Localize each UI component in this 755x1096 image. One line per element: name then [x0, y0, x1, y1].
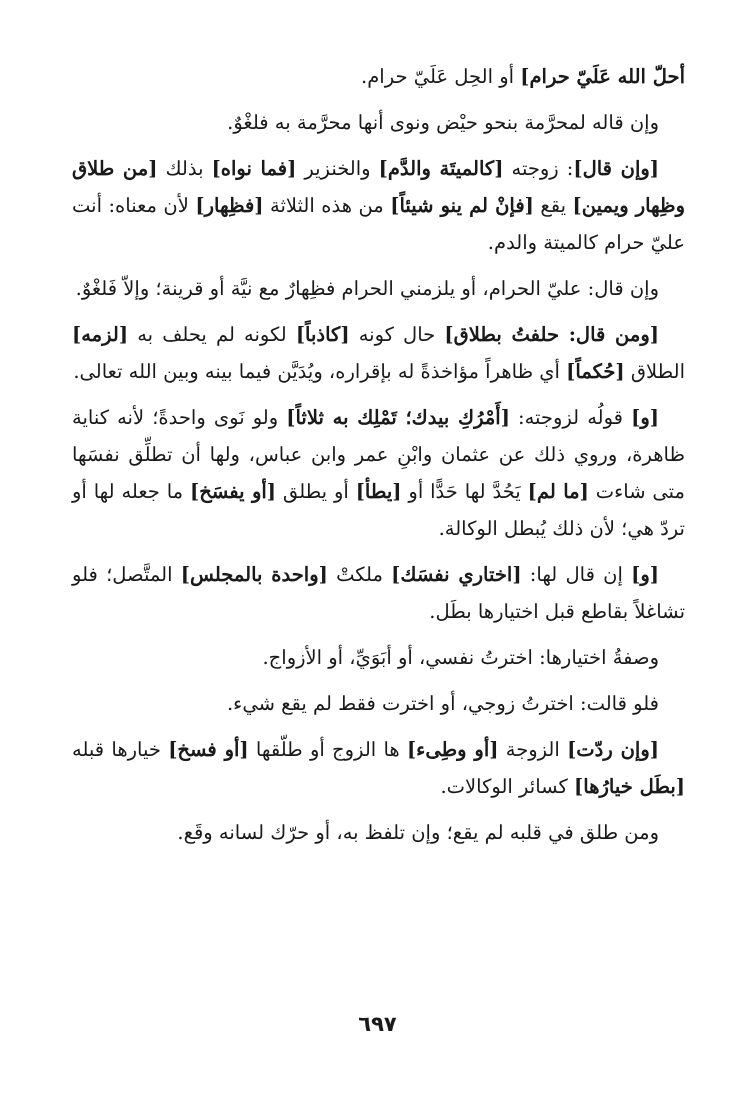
text-segment: وإن قال: عليّ الحرام، أو يلزمني الحرام فظِهارٌ مع نيَّة أو قرينة؛ وإلاّ فَلغْوٌ. [75, 277, 659, 300]
text-segment: المتَّصل؛ فلو تشاغلاً بقاطع قبل اختيارها بطَل. [72, 563, 685, 623]
text-segment: [حُكماً] [566, 360, 625, 383]
text-segment: [ما لم] [527, 480, 589, 503]
paragraph-2 [72, 104, 685, 141]
text-segment: [أو يفسَخ] [190, 480, 277, 503]
text-segment: [لزمه] [72, 323, 129, 346]
text-segment: : زوجته [503, 157, 574, 180]
text-segment: [فما نواه] [211, 157, 297, 180]
text-segment: ومن طلق في قلبه لم يقع؛ وإن تلفظ به، أو حرّك لسانه وقَع. [177, 821, 659, 844]
text-segment: ما جعله لها أو تردّ هي؛ لأن ذلك يُبطل الوكالة. [72, 480, 685, 540]
text-segment: لأن معناه: أنت عليّ حرام كالميتة والدم. [72, 194, 685, 254]
text-segment: [من طلاق وظِهار ويمين] [72, 157, 685, 217]
text-segment: [واحدة بالمجلس] [180, 563, 328, 586]
text-segment: [أو وطِىء] [406, 738, 499, 761]
text-segment: كسائر الوكالات. [440, 775, 575, 798]
text-segment: [اختاري نفسَك] [391, 563, 522, 586]
text-segment: أو يطلق [276, 480, 356, 503]
text-segment: [ومن قال: حلفتُ بطلاق] [444, 323, 659, 346]
text-segment: إن قال لها: [521, 563, 632, 586]
paragraph-9 [72, 685, 685, 722]
page-body [72, 58, 685, 1096]
text-segment: يقع [533, 194, 573, 217]
paragraph-6 [72, 399, 685, 547]
text-segment: وإن قاله لمحرَّمة بنحو حيْض ونوى أنها محرَّمة به فلغْوٌ. [227, 111, 659, 134]
text-segment: [وإن ردّت] [567, 738, 659, 761]
text-segment: [و] [631, 406, 659, 429]
text-segment: [و] [631, 563, 660, 586]
text-segment: [يطأ] [355, 480, 402, 503]
paragraph-11 [72, 814, 685, 851]
text-segment: فلو قالت: اخترتُ زوجي، أو اخترت فقط لم يقع شيء. [226, 692, 659, 715]
text-segment: قولُه لزوجته: [509, 406, 632, 429]
text-segment: [فإنْ لم ينو شيئاً] [390, 194, 534, 217]
text-segment: [أَمْرُكِ بيدك؛ تَمْلِك به ثلاثاً] [286, 406, 510, 429]
text-segment: أو الحِل عَلَيّ حرام. [361, 65, 521, 88]
text-segment: [بطَل خيارُها] [574, 775, 685, 798]
paragraph-3 [72, 150, 685, 261]
paragraph-10 [72, 731, 685, 805]
paragraph-7 [72, 556, 685, 630]
text-segment: وصفةُ اختيارها: اخترتُ نفسي، أو أبَوَيِّ، أو الأزواج. [262, 646, 659, 669]
text-segment: [وإن قال] [573, 157, 660, 180]
text-segment: [كاذباً] [295, 323, 350, 346]
text-segment: [فظِهار] [195, 194, 264, 217]
text-segment: حال كونه [349, 323, 445, 346]
text-segment: يَحُدَّ لها حَدًّا أو [401, 480, 528, 503]
page-number: ٦٩٧ [358, 1012, 397, 1036]
text-segment: [أو فسخ] [168, 738, 249, 761]
text-segment: بذلك [157, 157, 212, 180]
text-segment: ها الزوج أو طلّقها [248, 738, 407, 761]
paragraph-4 [72, 270, 685, 307]
text-segment: من هذه الثلاثة [263, 194, 391, 217]
text-segment: ولو نَوى واحدةً؛ لأنه كناية ظاهرة، وروي ذلك عن عثمان وابْنِ عمر وابن عباس، ولها أن تطلِّق نفسَها متى شاءت [72, 406, 685, 503]
text-segment: الزوجة [498, 738, 568, 761]
text-segment: ملكتْ [327, 563, 392, 586]
text-segment: أحلّ الله عَلَيّ حرام] [520, 65, 685, 88]
paragraph-8 [72, 639, 685, 676]
text-segment: خيارها قبله [72, 738, 169, 761]
text-segment: [كالميتَة والدَّم] [378, 157, 504, 180]
text-segment: أي ظاهراً مؤاخذةً له بإقراره، ويُدَيَّن فيما بينه وبين الله تعالى. [73, 360, 567, 383]
paragraph-5 [72, 316, 685, 390]
text-segment: والخنزير [296, 157, 379, 180]
paragraph-1 [72, 58, 685, 95]
text-segment: الطلاق [624, 360, 685, 383]
text-segment: لكونه لم يحلف به [128, 323, 296, 346]
